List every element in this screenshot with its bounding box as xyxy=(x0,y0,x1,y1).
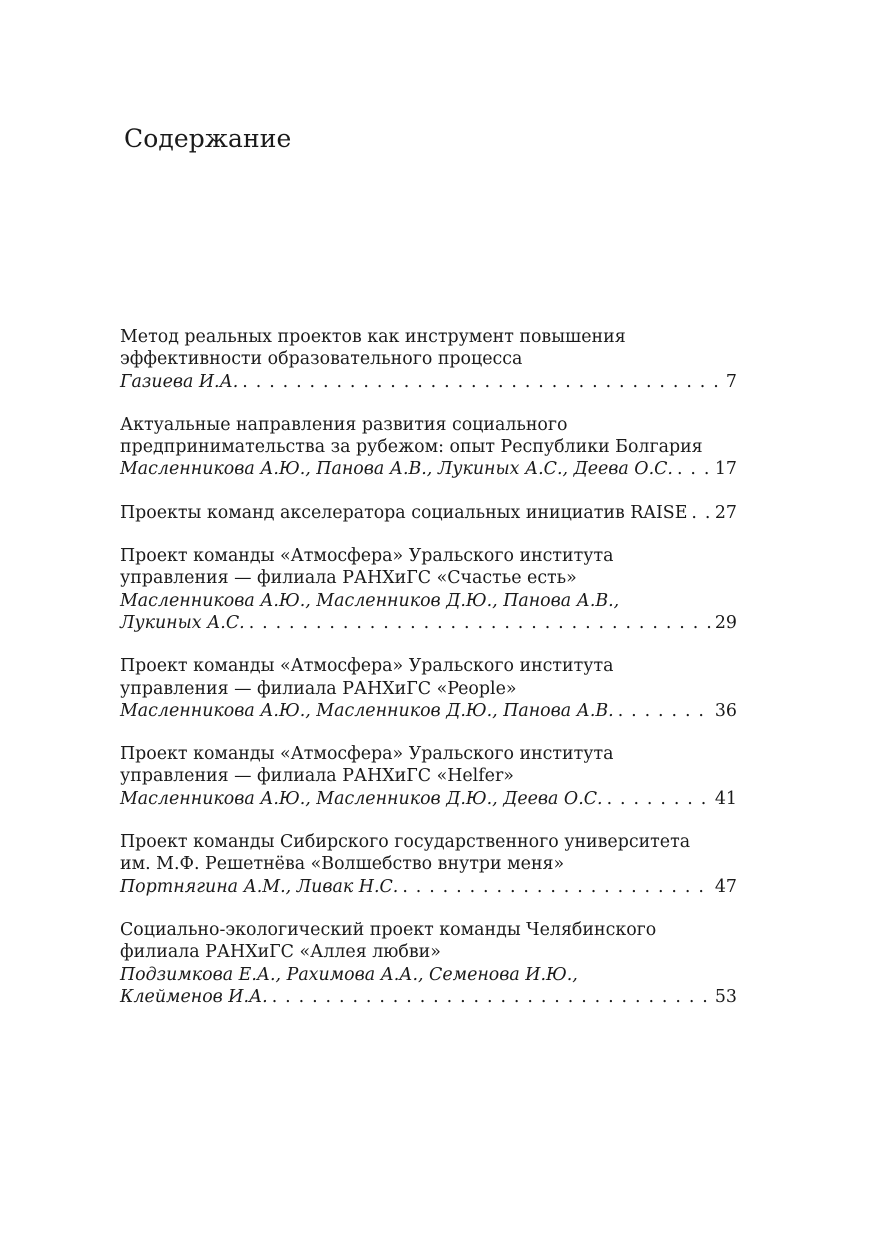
toc-entry[interactable] xyxy=(120,545,737,634)
page-number: 53 xyxy=(714,986,737,1007)
dot-leader xyxy=(677,458,713,480)
dot-leader xyxy=(618,700,713,722)
toc-entry[interactable] xyxy=(120,655,737,722)
entry-last-line xyxy=(120,371,737,393)
entry-title-line: предпринимательства за рубежом: опыт Республики Болгария xyxy=(120,437,703,458)
dot-leader xyxy=(272,986,713,1008)
entry-authors: Масленникова А.Ю., Масленников Д.Ю., Деева О.С. xyxy=(120,788,603,809)
dot-leader xyxy=(242,371,724,393)
entry-last-line xyxy=(120,458,737,480)
dot-leader xyxy=(691,502,712,524)
entry-title-line: Проект команды «Атмосфера» Уральского института xyxy=(120,546,614,567)
toc-entry[interactable] xyxy=(120,502,737,524)
entry-authors: Масленникова А.Ю., Панова А.В., Лукиных А.С., Деева О.С. xyxy=(120,459,673,480)
entry-title-line: управления — филиала РАНХиГС «Helfer» xyxy=(120,766,514,787)
entry-last-line xyxy=(120,502,737,524)
page-number: 29 xyxy=(714,612,737,633)
entry-last-line xyxy=(120,700,737,722)
entry-title-line: Социально-экологический проект команды Челябинского xyxy=(120,919,657,940)
entry-authors: Клейменов И.А. xyxy=(120,986,268,1007)
page-number: 27 xyxy=(714,502,737,523)
entry-last-line xyxy=(120,612,737,634)
entry-title-line: Метод реальных проектов как инструмент повышения xyxy=(120,327,626,347)
entry-authors: Масленникова А.Ю., Масленников Д.Ю., Панова А.В. xyxy=(120,700,614,721)
dot-leader xyxy=(402,876,713,898)
entry-title-line: им. М.Ф. Решетнёва «Волшебство внутри меня» xyxy=(120,854,565,875)
page-number: 36 xyxy=(714,700,737,721)
entry-title-line: Проект команды «Атмосфера» Уральского института xyxy=(120,744,614,765)
dot-leader xyxy=(607,788,713,810)
dot-leader xyxy=(249,612,713,634)
entry-authors-line: Подзимкова Е.А., Рахимова А.А., Семенова И.Ю., xyxy=(120,964,578,985)
entry-authors-line: Масленникова А.Ю., Масленников Д.Ю., Панова А.В., xyxy=(120,590,620,611)
entry-last-line xyxy=(120,788,737,810)
entry-authors: Газиева И.А. xyxy=(120,371,239,392)
toc-entry[interactable] xyxy=(120,919,737,1008)
table-of-contents xyxy=(120,326,737,1029)
entry-last-line xyxy=(120,986,737,1008)
entry-authors: Лукиных А.С. xyxy=(120,612,245,633)
toc-entry[interactable] xyxy=(120,743,737,810)
page-number: 41 xyxy=(714,788,737,809)
page-number: 47 xyxy=(714,876,737,897)
page-number: 17 xyxy=(714,459,737,480)
entry-title: Проекты команд акселератора социальных инициатив RAISE xyxy=(120,502,688,523)
entry-title-line: филиала РАНХиГС «Аллея любви» xyxy=(120,942,441,963)
entry-last-line xyxy=(120,876,737,898)
entry-title-line: Проект команды Сибирского государственного университета xyxy=(120,832,691,853)
entry-authors: Портнягина А.М., Ливак Н.С. xyxy=(120,876,399,897)
toc-entry[interactable] xyxy=(120,414,737,481)
entry-title-line: управления — филиала РАНХиГС «People» xyxy=(120,678,517,699)
entry-title-line: управления — филиала РАНХиГС «Счастье есть» xyxy=(120,568,577,589)
entry-title-line: Проект команды «Атмосфера» Уральского института xyxy=(120,656,614,677)
entry-title-line: эффективности образовательного процесса xyxy=(120,349,523,370)
entry-title-line: Актуальные направления развития социального xyxy=(120,414,568,435)
toc-entry[interactable] xyxy=(120,326,737,393)
page-number: 7 xyxy=(725,371,737,392)
page-title: Содержание xyxy=(124,124,292,153)
toc-entry[interactable] xyxy=(120,831,737,898)
